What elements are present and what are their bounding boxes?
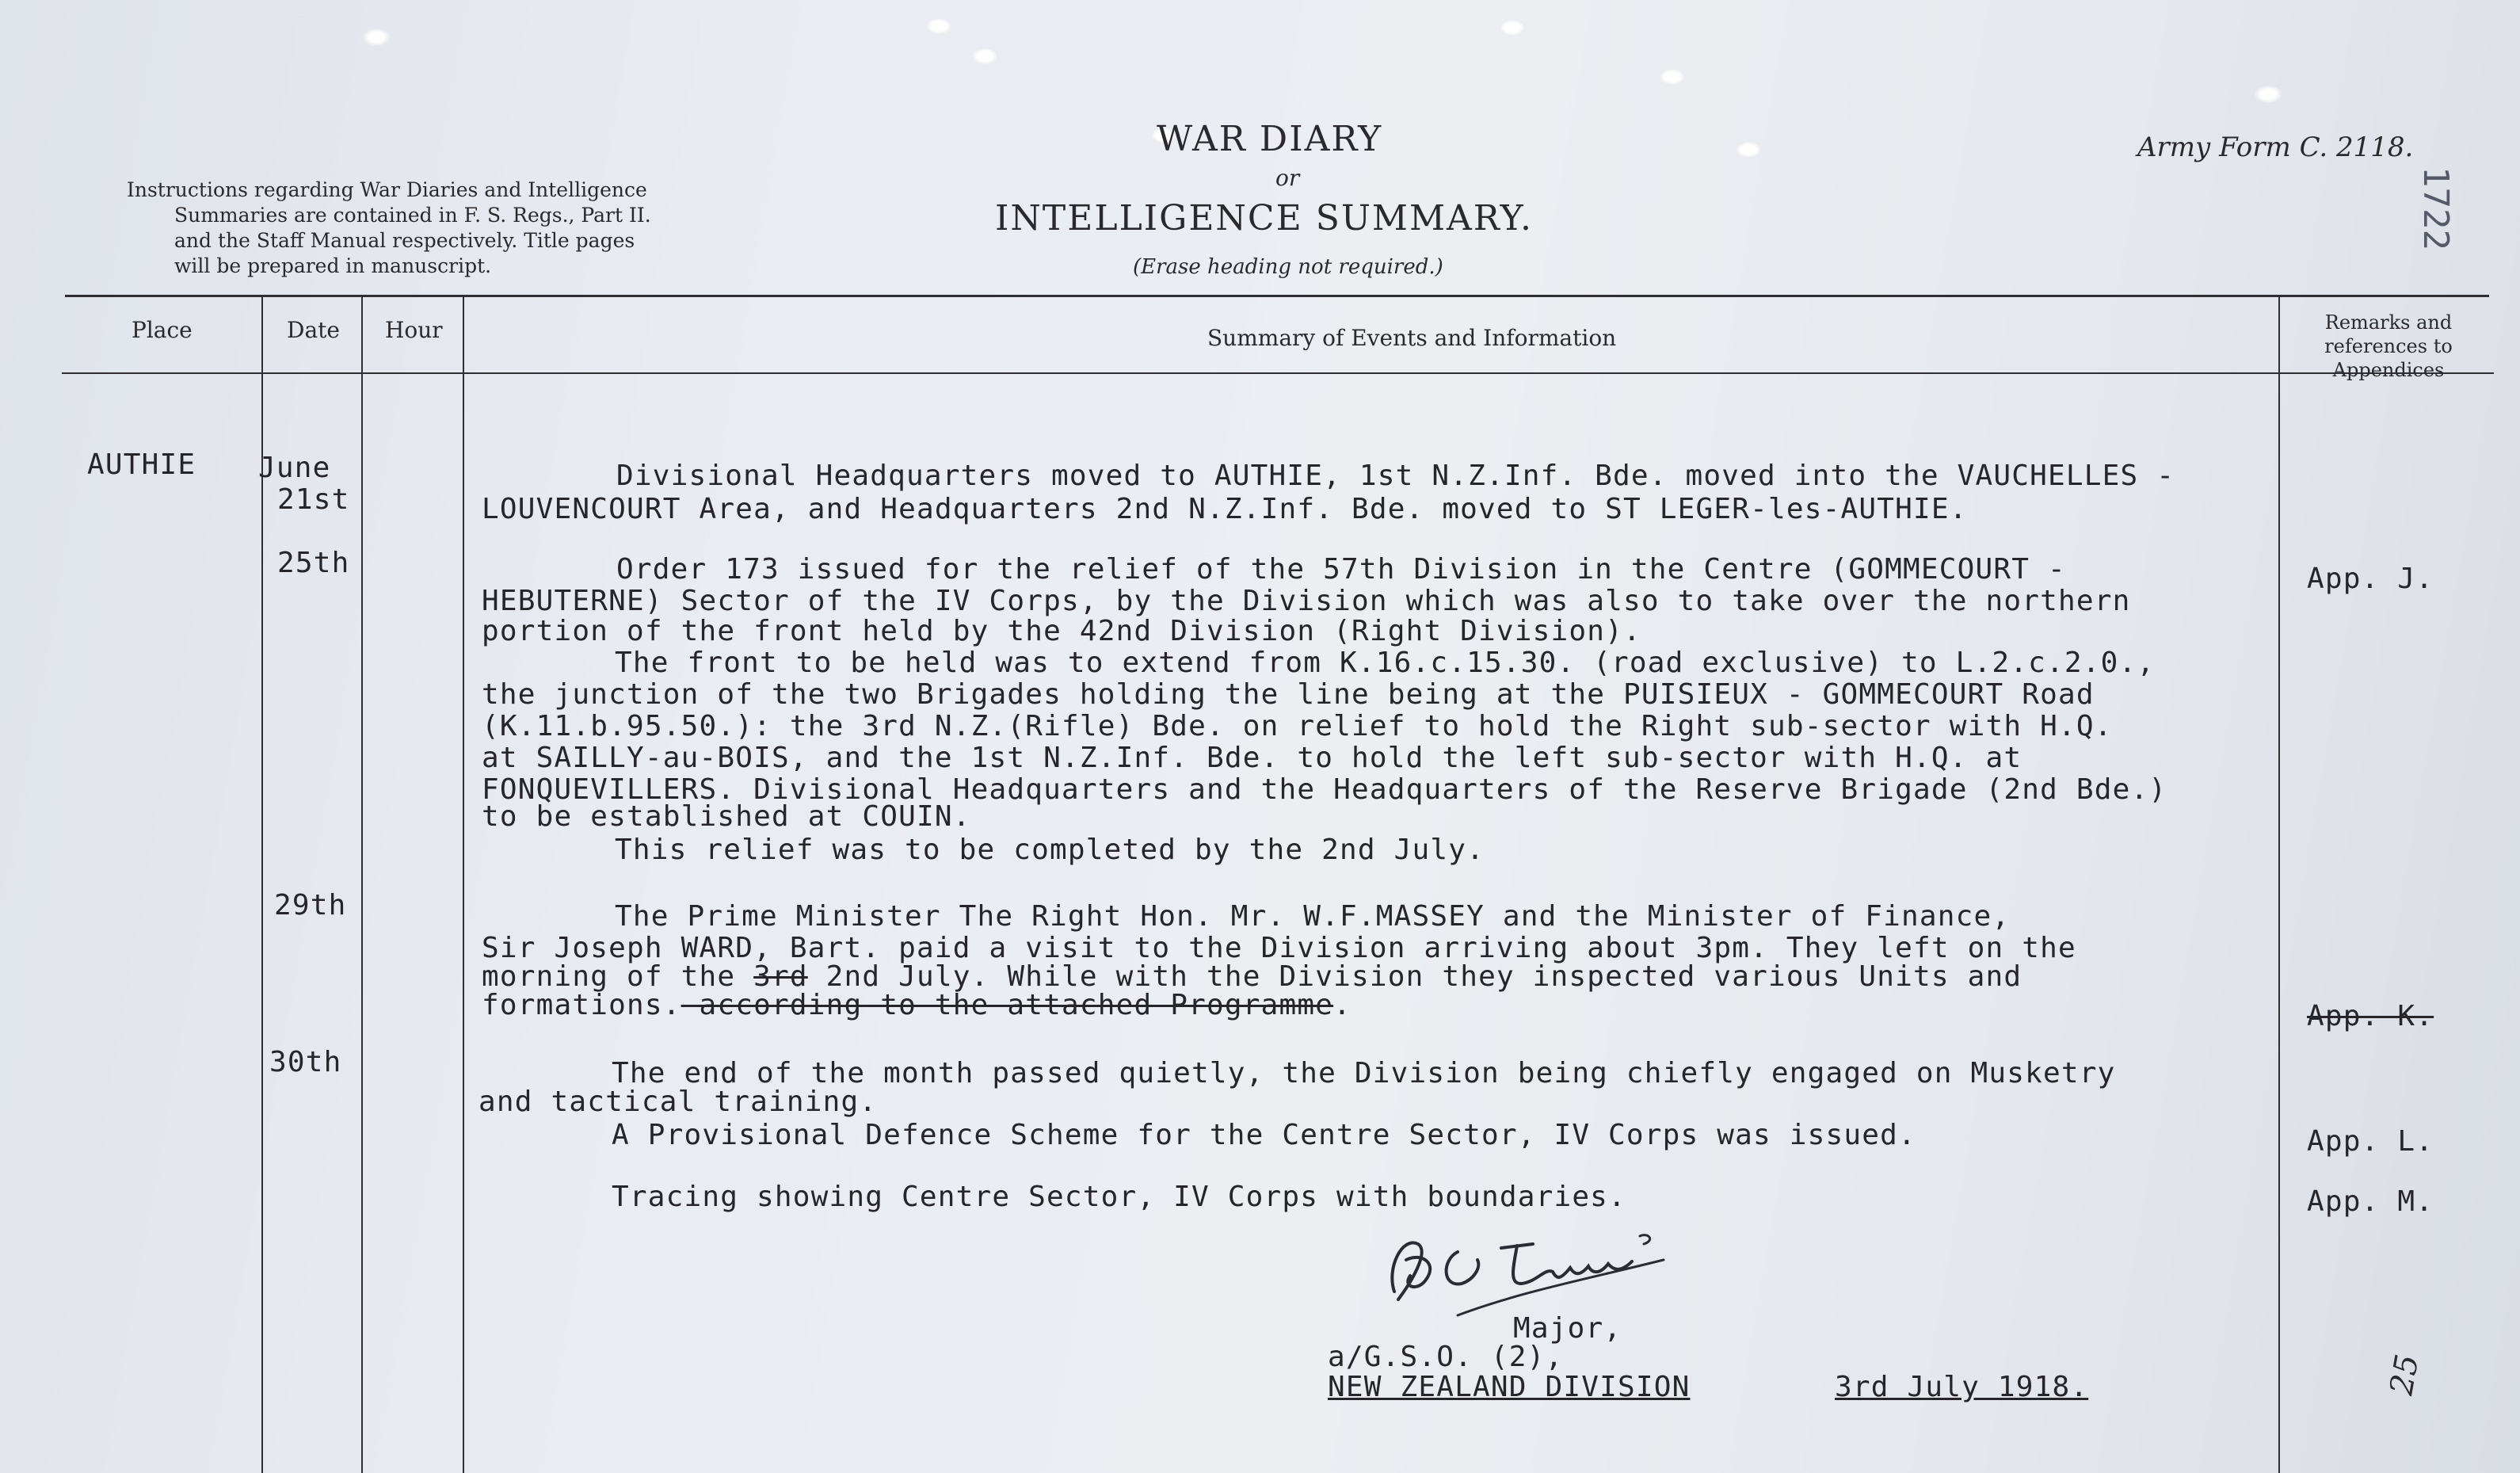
instructions-line: and the Staff Manual respectively. Title pages <box>174 229 635 252</box>
date-30th: 30th <box>269 1046 342 1078</box>
entry-29-text: . <box>1333 989 1351 1021</box>
entry-25-line: portion of the front held by the 42nd Division (Right Division). <box>482 615 1641 647</box>
entry-29-line <box>482 960 2022 993</box>
entry-29-line <box>482 989 1351 1021</box>
paper-hole <box>971 48 998 65</box>
entry-29-text: 2nd July. While with the Division they inspected various Units and <box>807 960 2022 993</box>
entry-30-line: Tracing showing Centre Sector, IV Corps with boundaries. <box>612 1181 1626 1213</box>
instructions-block <box>127 177 651 279</box>
column-header-date: Date <box>287 317 340 343</box>
column-rule-date <box>361 295 363 1473</box>
handwritten-signature <box>1363 1204 1711 1323</box>
entry-25-line: the junction of the two Brigades holding the line being at the PUISIEUX - GOMMECOURT Road <box>482 678 2095 711</box>
paper-hole <box>2255 86 2282 103</box>
entry-29-line: Sir Joseph WARD, Bart. paid a visit to the Division arriving about 3pm. They left on the <box>482 932 2076 964</box>
header-top-rule <box>65 295 2489 297</box>
entry-29-text: formations. <box>482 989 681 1021</box>
signature-appointment: a/G.S.O. (2), <box>1328 1341 1564 1373</box>
column-rule-hour <box>463 295 464 1473</box>
title-or: or <box>1275 165 1300 191</box>
entry-25-line: at SAILLY-au-BOIS, and the 1st N.Z.Inf. Bde. to hold the left sub-sector with H.Q. at <box>482 742 2022 774</box>
date-month: June <box>258 452 331 484</box>
date-29th: 29th <box>274 889 347 922</box>
title-war-diary: WAR DIARY <box>1157 119 1383 159</box>
appendix-ref-j: App. J. <box>2307 563 2434 595</box>
date-25th: 25th <box>277 547 350 579</box>
paper-hole <box>925 17 952 35</box>
appendix-ref-l: App. L. <box>2307 1125 2434 1158</box>
paper-hole <box>1659 68 1686 86</box>
page-mark: 25 <box>2383 1351 2427 1399</box>
struck-text: according to the attached Programme <box>681 989 1334 1021</box>
remarks-header-line: Appendices <box>2332 359 2445 381</box>
column-header-summary: Summary of Events and Information <box>1207 325 1617 351</box>
entry-25-line: Order 173 issued for the relief of the 57th Division in the Centre (GOMMECOURT - <box>616 553 2066 586</box>
appendix-ref-k: App. K. <box>2307 1000 2434 1032</box>
entry-30-line: and tactical training. <box>478 1086 878 1118</box>
date-21st: 21st <box>277 483 350 516</box>
title-intelligence-summary: INTELLIGENCE SUMMARY. <box>995 198 1533 239</box>
paper-hole <box>363 29 390 46</box>
entry-29-line: The Prime Minister The Right Hon. Mr. W.F.MASSEY and the Minister of Finance, <box>615 900 2011 933</box>
column-header-remarks <box>2297 311 2480 382</box>
instructions-line: Summaries are contained in F. S. Regs., Part II. <box>174 204 651 227</box>
signature-unit: NEW ZEALAND DIVISION <box>1328 1371 1691 1403</box>
entry-21-line: LOUVENCOURT Area, and Headquarters 2nd N.Z.Inf. Bde. moved to ST LEGER-les-AUTHIE. <box>482 493 1968 525</box>
entry-30-line: The end of the month passed quietly, the Division being chiefly engaged on Musketry <box>612 1057 2116 1089</box>
remarks-header-line: references to <box>2324 335 2453 357</box>
column-rule-summary <box>2278 295 2280 1473</box>
struck-text: 3rd <box>753 960 808 993</box>
column-header-place: Place <box>132 317 193 343</box>
appendix-ref-m: App. M. <box>2307 1185 2434 1218</box>
entry-25-line: This relief was to be completed by the 2nd July. <box>615 834 1485 866</box>
column-header-hour: Hour <box>385 317 443 343</box>
entry-25-line: HEBUTERNE) Sector of the IV Corps, by the Division which was also to take over the northern <box>482 585 2131 617</box>
entry-25-line: to be established at COUIN. <box>482 800 971 833</box>
entry-25-line: (K.11.b.95.50.): the 3rd N.Z.(Rifle) Bde. on relief to hold the Right sub-sector with H.Q. <box>482 710 2113 742</box>
instructions-line: will be prepared in manuscript. <box>174 254 492 277</box>
paper-hole <box>1499 19 1526 36</box>
signature-rank: Major, <box>1513 1312 1622 1345</box>
place-cell: AUTHIE <box>87 448 196 481</box>
entry-25-line: The front to be held was to extend from K.16.c.15.30. (road exclusive) to L.2.c.2.0., <box>615 647 2156 679</box>
signature-date: 3rd July 1918. <box>1835 1371 2089 1403</box>
entry-30-line: A Provisional Defence Scheme for the Centre Sector, IV Corps was issued. <box>612 1119 1916 1151</box>
entry-29-text: morning of the <box>482 960 754 993</box>
entry-21-line: Divisional Headquarters moved to AUTHIE, 1st N.Z.Inf. Bde. moved into the VAUCHELLES - <box>616 460 2175 492</box>
title-note: (Erase heading not required.) <box>1133 255 1443 279</box>
form-label: Army Form C. 2118. <box>2137 132 2414 163</box>
remarks-header-line: Remarks and <box>2324 311 2453 334</box>
stamp-number: 1722 <box>2415 166 2456 250</box>
paper-hole <box>1735 141 1762 158</box>
instructions-line: Instructions regarding War Diaries and Intelligence <box>127 178 647 201</box>
entry-25-line: FONQUEVILLERS. Divisional Headquarters and the Headquarters of the Reserve Brigade (2nd Bde.) <box>482 773 2167 806</box>
header-bottom-rule <box>62 372 2494 374</box>
